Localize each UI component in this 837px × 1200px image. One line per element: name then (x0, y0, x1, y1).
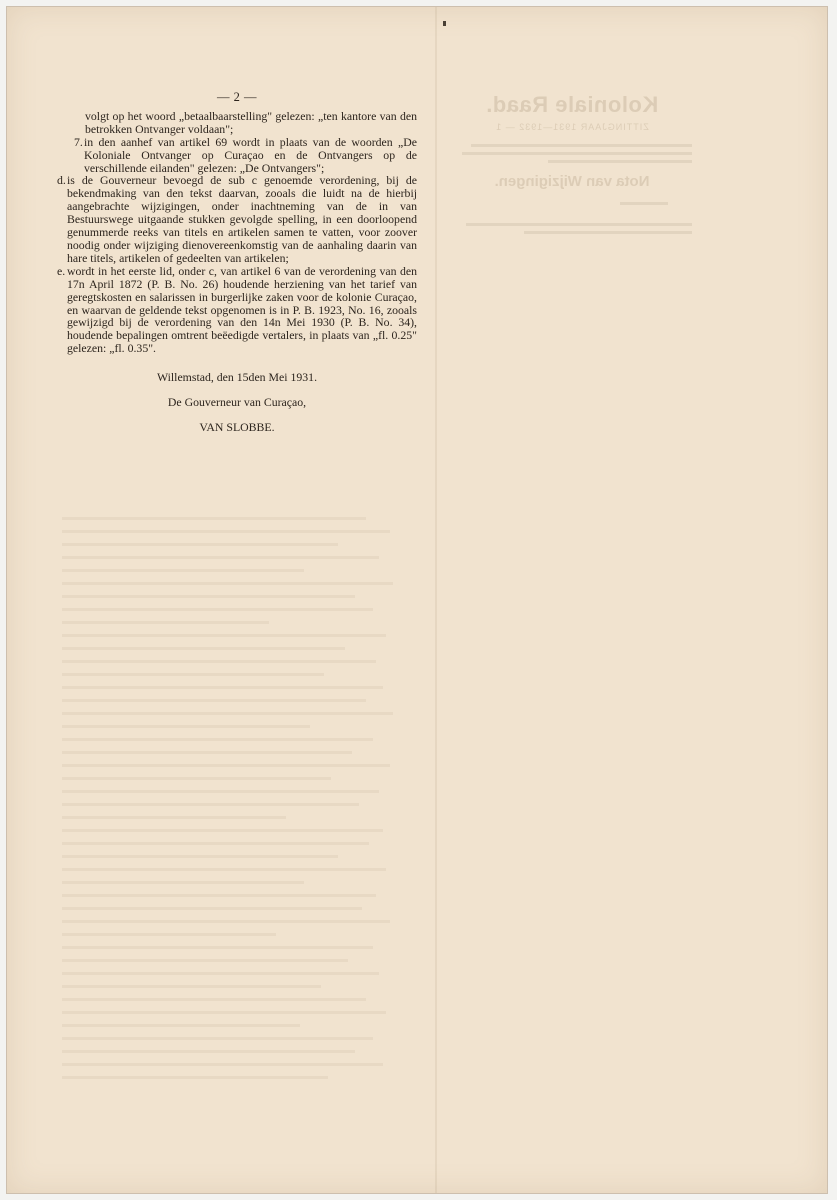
governor-name: VAN SLOBBE. (199, 419, 275, 434)
list-item-d (57, 174, 417, 264)
governor-title: De Gouverneur van Curaçao, (167, 395, 307, 410)
bleedthrough-left-lines (62, 507, 407, 1089)
bleedthrough-title: Koloniale Raad. (485, 92, 659, 117)
bleedthrough-text (452, 92, 692, 239)
list-text-d: is de Gouverneur bevoegd de sub c genoemde verordening, bij de bekendmaking van den tekst daarvan, zooals die luidt na de hierbij aangebrachte wijzigingen, onder inachtneming van de in van Bestuurswege uitgaande stukken gevolgde spelling, in een doorloopend genummerde reeks van titels en artikelen samen te vatten, voor zoover noodig onder wijziging dienovereenkomstig van de aanhaling daarin van hare titels, artikelen of gedeelten van artikelen; (67, 173, 417, 265)
bleedthrough-subtitle: ZITTINGJAAR 1931—1932 — 1 (495, 122, 649, 132)
staple-mark (443, 21, 446, 26)
list-marker-d: d. (57, 173, 66, 188)
list-item-7 (57, 136, 417, 175)
bleedthrough-heading: Nota van Wijzigingen. (494, 173, 650, 190)
document-page (6, 6, 828, 1194)
list-marker-7: 7. (74, 134, 83, 149)
text-column (57, 91, 417, 446)
signature-block (57, 371, 417, 434)
paragraph-continuation: volgt op het woord „betaalbaarstelling" gelezen: „ten kantore van den betrokken Ontvanger voldaan"; (85, 108, 417, 136)
page-number: — 2 — (217, 90, 257, 104)
list-text-7: in den aanhef van artikel 69 wordt in plaats van de woorden „De Koloniale Ontvanger op Curaçao en de Ontvangers op de verschillende eilanden" gelezen: „De Ontvangers"; (84, 134, 417, 175)
list-marker-e: e. (57, 263, 66, 278)
place-date: Willemstad, den 15den Mei 1931. (156, 370, 318, 385)
bleedthrough-lines-2 (452, 202, 692, 234)
center-fold (435, 7, 437, 1193)
list-item-e (57, 265, 417, 355)
list-text-e: wordt in het eerste lid, onder c, van artikel 6 van de verordening van den 17n April 1872 (P. B. No. 26) houdende herziening van het tarief van geregtskosten en salarissen in burgerlijke zaken voor de kolonie Curaçao, en waarvan de geldende tekst opgenomen is in P. B. 1923, No. 16, zooals gewijzigd bij de verordening van den 14n Mei 1930 (P. B. No. 34), houdende bepalingen omtrent beëedigde vertalers, in plaats van „fl. 0.25" gelezen: „fl. 0.35". (67, 263, 417, 356)
bleedthrough-lines (452, 144, 692, 163)
